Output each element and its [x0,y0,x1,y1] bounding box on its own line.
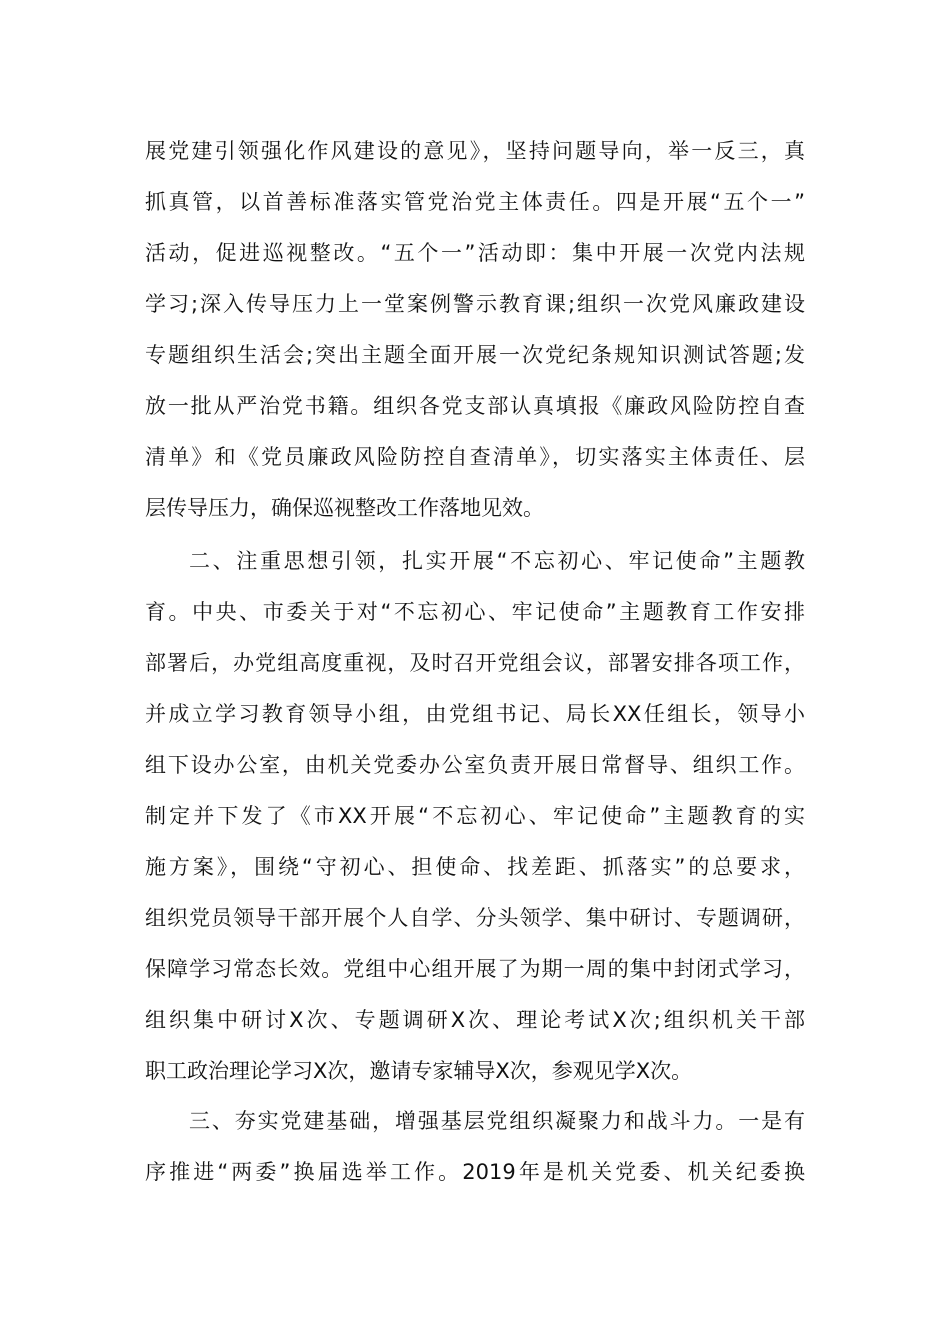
text-line: 学习;深入传导压力上一堂案例警示教育课;组织一次党风廉政建设 [145,292,805,316]
text-line: 部署后，办党组高度重视，及时召开党组会议，部署安排各项工作， [145,651,805,675]
text-line: 施方案》，围绕“守初心、担使命、找差距、抓落实”的总要求， [145,855,805,879]
text-line: 放一批从严治党书籍。组织各党支部认真填报《廉政风险防控自查 [145,394,805,418]
text-line: 抓真管，以首善标准落实管党治党主体责任。四是开展“五个一” [145,190,805,214]
text-line: 清单》和《党员廉政风险防控自查清单》，切实落实主体责任、层 [145,445,805,469]
text-line: 序推进“两委”换届选举工作。2019年是机关党委、机关纪委换 [145,1160,805,1184]
text-line: 保障学习常态长效。党组中心组开展了为期一周的集中封闭式学习， [145,957,805,981]
text-line: 二、注重思想引领，扎实开展“不忘初心、牢记使命”主题教 [189,549,805,573]
paragraph-2 [145,536,805,1097]
text-line: 活动，促进巡视整改。“五个一”活动即：集中开展一次党内法规 [145,241,805,265]
text-line: 组织党员领导干部开展个人自学、分头领学、集中研讨、专题调研， [145,906,805,930]
text-line: 育。中央、市委关于对“不忘初心、牢记使命”主题教育工作安排 [145,600,805,624]
text-line: 并成立学习教育领导小组，由党组书记、局长XX任组长，领导小 [145,702,805,726]
text-line: 组织集中研讨X次、专题调研X次、理论考试X次;组织机关干部 [145,1008,805,1032]
text-line: 组下设办公室，由机关党委办公室负责开展日常督导、组织工作。 [145,753,805,777]
paragraph-1 [145,126,805,534]
text-line: 制定并下发了《市XX开展“不忘初心、牢记使命”主题教育的实 [145,804,805,828]
text-line: 专题组织生活会;突出主题全面开展一次党纪条规知识测试答题;发 [145,343,805,367]
paragraph-3 [145,1096,805,1198]
text-line: 展党建引领强化作风建设的意见》，坚持问题导向，举一反三，真 [145,139,805,163]
text-line: 层传导压力，确保巡视整改工作落地见效。 [145,496,544,520]
text-line: 职工政治理论学习X次，邀请专家辅导X次，参观见学X次。 [145,1059,693,1083]
text-line: 三、夯实党建基础，增强基层党组织凝聚力和战斗力。一是有 [189,1109,805,1133]
